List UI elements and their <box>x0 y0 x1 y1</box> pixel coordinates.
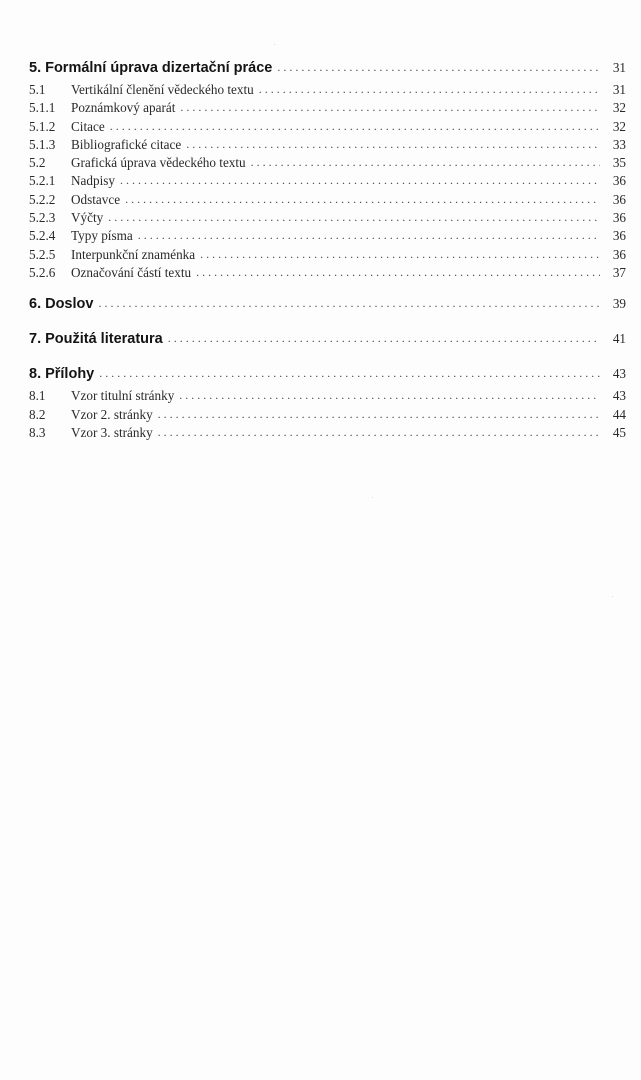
toc-entry-number: 5.2.6 <box>29 264 56 280</box>
toc-page-number: 37 <box>612 264 626 280</box>
toc-entry-title: Vertikální členění vědeckého textu <box>71 82 254 97</box>
toc-heading-title: Formální úprava dizertační práce <box>45 60 273 76</box>
toc-dot-leader <box>110 119 600 134</box>
toc-page-number: 36 <box>612 228 626 244</box>
toc-entry <box>29 425 626 443</box>
toc-page-number: 43 <box>612 366 626 382</box>
toc-entry <box>29 407 626 425</box>
toc-entry-number: 5.2.5 <box>29 246 56 262</box>
toc-entry <box>29 100 626 118</box>
toc-dot-leader <box>125 192 600 207</box>
toc-entry-title: Nadpisy <box>71 173 115 189</box>
toc-dot-leader <box>277 60 600 75</box>
scan-speck <box>612 596 613 597</box>
toc-heading-title: Přílohy <box>45 366 95 383</box>
toc-dot-leader <box>120 173 600 188</box>
toc-dot-leader <box>98 296 600 311</box>
toc-page-number: 43 <box>612 388 626 404</box>
toc-dot-leader <box>158 407 600 422</box>
toc-page-number: 36 <box>612 246 626 262</box>
toc-page-number: 45 <box>612 424 626 440</box>
toc-heading <box>29 60 626 82</box>
toc-dot-leader <box>259 82 600 97</box>
toc-page-number: 36 <box>612 210 626 226</box>
toc-dot-leader <box>99 366 600 381</box>
toc-entry-title: Odstavce <box>71 191 121 207</box>
toc-dot-leader <box>179 388 600 403</box>
toc-page-number: 39 <box>612 296 626 312</box>
toc-entry <box>29 137 626 155</box>
toc-entry-title: Bibliografické citace <box>71 136 182 152</box>
toc-heading-title: Doslov <box>45 296 94 313</box>
toc-entry-number: 5.2.2 <box>29 191 56 207</box>
toc-page-number: 31 <box>612 82 626 97</box>
toc-page-number: 32 <box>612 118 626 134</box>
toc-heading-number: 7. <box>29 331 42 348</box>
toc-entry-number: 5.1.1 <box>29 100 56 116</box>
toc-entry-title: Označování částí textu <box>71 264 192 280</box>
toc-entry <box>29 173 626 191</box>
toc-dot-leader <box>168 331 600 346</box>
toc-dot-leader <box>186 137 600 152</box>
toc-dot-leader <box>196 265 600 280</box>
toc-entry-title: Poznámkový aparát <box>71 100 176 116</box>
toc-heading-title: Použitá literatura <box>45 331 163 348</box>
toc-dot-leader <box>180 100 600 115</box>
toc-entry-number: 5.1.2 <box>29 118 56 134</box>
toc-entry <box>29 155 626 173</box>
toc-entry <box>29 210 626 228</box>
toc-section-8 <box>29 366 626 443</box>
toc-entry-number: 5.2 <box>29 155 46 171</box>
toc-section-7 <box>29 331 626 353</box>
toc-heading-number: 6. <box>29 296 42 313</box>
toc-page-number: 32 <box>612 100 626 116</box>
toc-entry-number: 5.2.3 <box>29 210 56 226</box>
toc-section-6 <box>29 296 626 318</box>
toc-heading <box>29 366 626 388</box>
toc-dot-leader <box>108 210 600 225</box>
toc-heading <box>29 331 626 353</box>
toc-entry-number: 8.3 <box>29 424 46 440</box>
toc-dot-leader <box>138 228 600 243</box>
toc-heading <box>29 296 626 318</box>
toc-entry <box>29 247 626 265</box>
toc-entry-title: Citace <box>71 118 105 134</box>
toc-entry-title: Typy písma <box>71 228 133 244</box>
toc-page-number: 41 <box>612 331 626 347</box>
toc-entry <box>29 82 626 100</box>
toc-page-number: 36 <box>612 173 626 189</box>
toc-entry-number: 8.2 <box>29 406 46 422</box>
table-of-contents <box>29 60 626 456</box>
toc-page-number: 36 <box>612 191 626 207</box>
toc-entry-number: 5.1.3 <box>29 136 56 152</box>
toc-page-number: 31 <box>612 60 626 75</box>
toc-entry-number: 5.2.4 <box>29 228 56 244</box>
toc-entry-title: Vzor 2. stránky <box>71 406 153 422</box>
toc-entry-title: Interpunkční znaménka <box>71 246 196 262</box>
toc-page-number: 35 <box>612 155 626 171</box>
scan-speck <box>274 44 275 45</box>
toc-entry-title: Vzor 3. stránky <box>71 424 153 440</box>
toc-heading-number: 5. <box>29 60 42 76</box>
scan-speck <box>372 497 373 498</box>
toc-dot-leader <box>251 155 600 170</box>
toc-section-5 <box>29 60 626 283</box>
toc-page-number: 33 <box>612 136 626 152</box>
toc-entry-title: Grafická úprava vědeckého textu <box>71 155 246 171</box>
toc-entry <box>29 388 626 406</box>
toc-heading-number: 8. <box>29 366 42 383</box>
toc-entry <box>29 228 626 246</box>
toc-entry-number: 5.1 <box>29 82 46 97</box>
toc-entry <box>29 119 626 137</box>
toc-entry-number: 8.1 <box>29 388 46 404</box>
toc-entry-title: Vzor titulní stránky <box>71 388 175 404</box>
toc-entry-number: 5.2.1 <box>29 173 56 189</box>
toc-dot-leader <box>200 247 600 262</box>
toc-entry <box>29 265 626 283</box>
toc-page-number: 44 <box>612 406 626 422</box>
toc-entry-title: Výčty <box>71 210 104 226</box>
toc-entry <box>29 192 626 210</box>
toc-dot-leader <box>158 425 600 440</box>
